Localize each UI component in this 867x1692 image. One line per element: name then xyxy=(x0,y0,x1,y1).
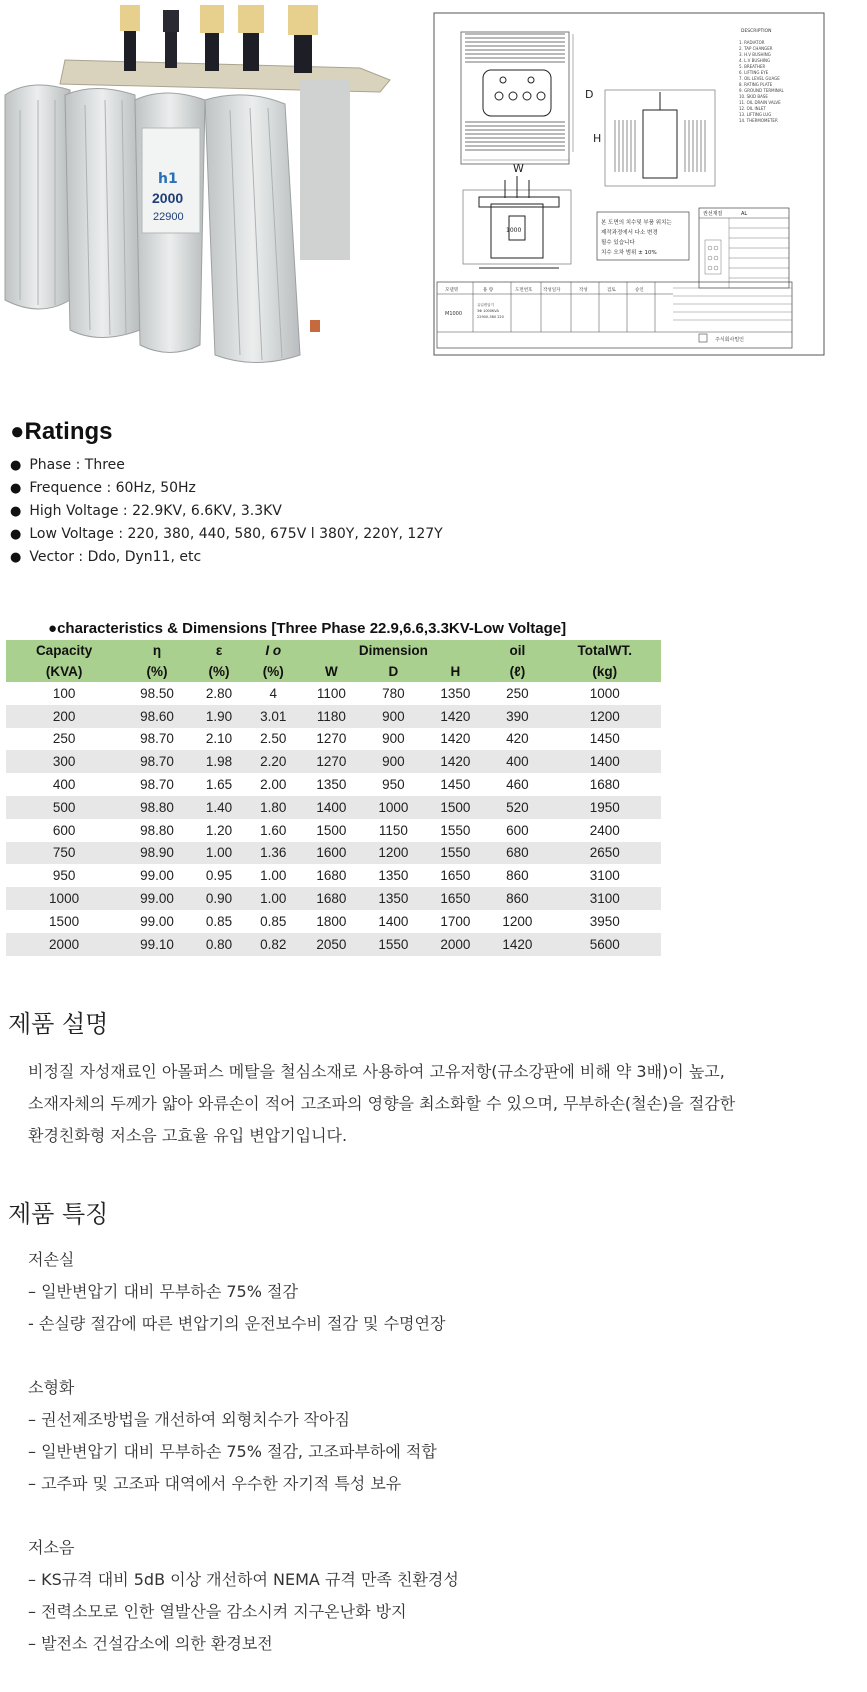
winding-value: AL xyxy=(741,211,748,217)
feature-group-title: 저손실 xyxy=(28,1250,75,1269)
svg-text:4. L.V BUSHING: 4. L.V BUSHING xyxy=(739,58,771,63)
cell-oil: 680 xyxy=(486,842,548,865)
svg-text:모델명: 모델명 xyxy=(445,288,459,293)
plate-label: 1000 xyxy=(506,227,522,234)
cell-efficiency: 98.80 xyxy=(140,822,174,838)
cell-oil: 520 xyxy=(486,796,548,819)
cell-capacity: 250 xyxy=(52,731,76,747)
cell-width: 1100 xyxy=(316,685,346,701)
brand-mark-icon: h1 xyxy=(158,171,178,187)
table-row xyxy=(6,910,661,933)
cell-no-load-current: 1.00 xyxy=(246,887,300,910)
cell-width: 1680 xyxy=(300,887,362,910)
cell-height: 1420 xyxy=(424,705,486,728)
cell-no-load-current: 2.50 xyxy=(260,731,287,747)
cell-weight: 3950 xyxy=(589,913,620,929)
cell-capacity: 1500 xyxy=(49,913,80,929)
cell-height: 1420 xyxy=(440,731,471,747)
cell-weight: 2400 xyxy=(589,822,620,838)
cell-oil: 460 xyxy=(506,777,529,793)
table-row xyxy=(6,773,661,796)
cell-depth: 780 xyxy=(382,685,405,701)
cell-efficiency: 98.90 xyxy=(122,842,192,865)
cell-width: 1800 xyxy=(316,913,347,929)
cell-depth: 900 xyxy=(362,750,424,773)
cell-no-load-current: 1.80 xyxy=(246,796,300,819)
table-row xyxy=(6,796,661,819)
cell-no-load-current: 2.20 xyxy=(246,750,300,773)
cell-width: 2050 xyxy=(300,933,362,956)
cell-capacity: 500 xyxy=(6,796,122,819)
cell-height: 1550 xyxy=(440,822,471,838)
description-line: 비정질 자성재료인 아몰퍼스 메탈을 철심소재로 사용하여 고유저항(규소강판에 비해 약 3배)이 높고, xyxy=(28,1062,725,1081)
cell-efficiency: 98.50 xyxy=(140,685,174,701)
cell-depth: 1200 xyxy=(362,842,424,865)
cell-no-load-current: 3.01 xyxy=(246,705,300,728)
feature-item: – 일반변압기 대비 무부하손 75% 절감 xyxy=(28,1282,298,1301)
cell-width: 1180 xyxy=(300,705,362,728)
svg-text:작성일자: 작성일자 xyxy=(543,288,561,293)
cell-depth: 900 xyxy=(382,731,405,747)
header-no-load-current: I o xyxy=(246,640,300,661)
svg-text:1. RADIATOR: 1. RADIATOR xyxy=(739,40,765,45)
svg-text:검토: 검토 xyxy=(607,288,616,293)
cell-depth: 1150 xyxy=(378,822,408,838)
voltage-label: 22900 xyxy=(153,211,184,223)
svg-text:14. THERMOMETER: 14. THERMOMETER xyxy=(739,118,778,123)
cell-height: 2000 xyxy=(424,933,486,956)
cell-oil: 250 xyxy=(506,685,529,701)
feature-group-title: 소형화 xyxy=(28,1378,75,1397)
cell-oil: 1420 xyxy=(486,933,548,956)
cell-oil: 600 xyxy=(506,822,529,838)
cell-depth: 1350 xyxy=(378,868,409,884)
cell-width: 1500 xyxy=(316,822,347,838)
cell-efficiency: 99.00 xyxy=(140,868,174,884)
cell-oil: 1200 xyxy=(502,913,533,929)
svg-text:22900-380 220: 22900-380 220 xyxy=(477,315,504,319)
features-list xyxy=(28,1244,459,1692)
cell-height: 1450 xyxy=(440,777,471,793)
cell-impedance: 1.00 xyxy=(192,842,246,865)
unit-w: W xyxy=(300,661,362,682)
table-row xyxy=(6,933,661,956)
table-row xyxy=(6,819,661,842)
feature-item: – 권선제조방법을 개선하여 외형치수가 작아짐 xyxy=(28,1410,351,1429)
cell-impedance: 1.20 xyxy=(205,822,233,838)
spec-table xyxy=(6,640,661,956)
cell-oil: 860 xyxy=(486,887,548,910)
svg-text:9. GROUND TERMINAL: 9. GROUND TERMINAL xyxy=(739,88,784,93)
cell-height: 1500 xyxy=(424,796,486,819)
unit-percent: (%) xyxy=(122,661,192,682)
feature-item: – 전력소모로 인한 열발산을 감소시켜 지구온난화 방지 xyxy=(28,1602,407,1621)
rating-item: ● Vector : Ddo, Dyn11, etc xyxy=(10,546,443,569)
cell-depth: 1400 xyxy=(378,913,409,929)
features-title: 제품 특징 xyxy=(8,1200,109,1228)
cell-height: 1700 xyxy=(440,913,471,929)
cell-impedance: 0.95 xyxy=(205,868,233,884)
cell-efficiency: 98.70 xyxy=(140,777,174,793)
svg-text:도면번호: 도면번호 xyxy=(515,288,533,293)
unit-kva: (KVA) xyxy=(6,661,122,682)
ratings-section xyxy=(10,418,443,569)
rating-item: ● Frequence : 60Hz, 50Hz xyxy=(10,477,443,500)
ratings-list xyxy=(10,454,443,569)
table-row xyxy=(6,864,661,887)
cell-depth: 950 xyxy=(382,777,405,793)
unit-h: H xyxy=(424,661,486,682)
cell-weight: 5600 xyxy=(548,933,661,956)
header-total-weight: TotalWT. xyxy=(548,640,661,661)
header-capacity: Capacity xyxy=(6,640,122,661)
cell-weight: 1680 xyxy=(589,777,620,793)
feature-group-low-loss xyxy=(28,1244,459,1340)
unit-percent: (%) xyxy=(192,661,246,682)
cell-height: 1650 xyxy=(440,868,471,884)
dim-h-label: H xyxy=(593,132,602,145)
table-row xyxy=(6,887,661,910)
feature-group-compact xyxy=(28,1372,459,1500)
svg-text:제작과정에서 다소 변경: 제작과정에서 다소 변경 xyxy=(601,230,658,236)
cell-impedance: 1.98 xyxy=(192,750,246,773)
technical-drawing xyxy=(433,12,825,356)
cell-width: 1350 xyxy=(316,777,347,793)
table-header-units-row xyxy=(6,661,661,682)
description-line: 환경친화형 저소음 고효율 유입 변압기입니다. xyxy=(28,1126,348,1145)
svg-text:치수 오차 범위 ± 10%: 치수 오차 범위 ± 10% xyxy=(601,250,657,256)
transformer-illustration xyxy=(0,0,395,372)
cell-height: 1550 xyxy=(424,842,486,865)
cell-capacity: 950 xyxy=(52,868,76,884)
header-oil: oil xyxy=(486,640,548,661)
cell-capacity: 600 xyxy=(52,822,76,838)
cell-capacity: 750 xyxy=(6,842,122,865)
feature-item: – KS규격 대비 5dB 이상 개선하여 NEMA 규격 만족 친환경성 xyxy=(28,1570,459,1589)
cell-impedance: 2.10 xyxy=(205,731,233,747)
svg-text:될수 있습니다: 될수 있습니다 xyxy=(601,240,635,246)
cell-capacity: 200 xyxy=(6,705,122,728)
cell-height: 1650 xyxy=(424,887,486,910)
table-row xyxy=(6,682,661,705)
cell-width: 1270 xyxy=(316,731,347,747)
svg-text:2. TAP CHANGER: 2. TAP CHANGER xyxy=(739,46,773,51)
cell-capacity: 2000 xyxy=(6,933,122,956)
cell-impedance: 0.80 xyxy=(192,933,246,956)
cell-capacity: 300 xyxy=(6,750,122,773)
feature-item: – 일반변압기 대비 무부하손 75% 절감, 고조파부하에 적합 xyxy=(28,1442,437,1461)
svg-text:7. OIL LEVEL GUAGE: 7. OIL LEVEL GUAGE xyxy=(739,76,780,81)
cell-width: 1270 xyxy=(300,750,362,773)
svg-text:작성: 작성 xyxy=(579,288,588,293)
svg-text:용 량: 용 량 xyxy=(483,288,494,293)
cell-efficiency: 98.70 xyxy=(140,731,174,747)
cell-efficiency: 99.00 xyxy=(122,887,192,910)
cell-weight: 3100 xyxy=(589,868,620,884)
svg-text:8. RATING PLATE: 8. RATING PLATE xyxy=(739,82,773,87)
svg-text:본 도면의 치수및 부품 위치는: 본 도면의 치수및 부품 위치는 xyxy=(601,220,672,226)
svg-text:6. LIFTING EYE: 6. LIFTING EYE xyxy=(739,70,769,75)
rating-item: ● Phase : Three xyxy=(10,454,443,477)
rating-item: ● Low Voltage : 220, 380, 440, 580, 675V l 380Y, 220Y, 127Y xyxy=(10,523,443,546)
table-title: ● characteristics & Dimensions [Three Phase 22.9,6.6,3.3KV-Low Voltage] xyxy=(48,620,566,637)
unit-kg: (kg) xyxy=(548,661,661,682)
cell-no-load-current: 0.82 xyxy=(246,933,300,956)
cell-weight: 1950 xyxy=(548,796,661,819)
svg-text:승인: 승인 xyxy=(635,288,644,293)
cell-no-load-current: 1.36 xyxy=(246,842,300,865)
cell-width: 1400 xyxy=(300,796,362,819)
cell-oil: 860 xyxy=(506,868,529,884)
cell-no-load-current: 2.00 xyxy=(260,777,287,793)
unit-litre: (ℓ) xyxy=(486,661,548,682)
cell-no-load-current: 1.00 xyxy=(260,868,287,884)
unit-d: D xyxy=(362,661,424,682)
cell-depth: 1000 xyxy=(362,796,424,819)
cell-weight: 1400 xyxy=(548,750,661,773)
capacity-label: 2000 xyxy=(152,190,184,206)
cell-efficiency: 98.80 xyxy=(122,796,192,819)
product-photo xyxy=(0,0,395,372)
cell-impedance: 1.65 xyxy=(205,777,233,793)
feature-item: – 고주파 및 고조파 대역에서 우수한 자기적 특성 보유 xyxy=(28,1474,402,1493)
description-text xyxy=(28,1056,735,1152)
cell-height: 1350 xyxy=(440,685,471,701)
cell-oil: 390 xyxy=(486,705,548,728)
feature-group-title: 저소음 xyxy=(28,1538,75,1557)
svg-text:12. OIL INLET: 12. OIL INLET xyxy=(739,106,766,111)
cell-efficiency: 99.10 xyxy=(122,933,192,956)
cell-depth: 1350 xyxy=(362,887,424,910)
table-body xyxy=(6,682,661,956)
svg-text:3Φ 1000KVA: 3Φ 1000KVA xyxy=(477,309,499,313)
cell-impedance: 0.90 xyxy=(192,887,246,910)
cell-weight: 1000 xyxy=(589,685,620,701)
cell-weight: 1450 xyxy=(589,731,620,747)
table-row xyxy=(6,842,661,865)
rating-item: ● High Voltage : 22.9KV, 6.6KV, 3.3KV xyxy=(10,500,443,523)
cell-oil: 420 xyxy=(506,731,529,747)
cell-efficiency: 99.00 xyxy=(140,913,174,929)
table-row xyxy=(6,705,661,728)
header-impedance: ε xyxy=(192,640,246,661)
cell-depth: 900 xyxy=(362,705,424,728)
svg-text:11. OIL DRAIN VALVE: 11. OIL DRAIN VALVE xyxy=(739,100,781,105)
dim-d-label: D xyxy=(585,88,594,101)
winding-label: 권선재질 xyxy=(703,211,723,217)
cell-weight: 2650 xyxy=(548,842,661,865)
cell-no-load-current: 1.60 xyxy=(260,822,287,838)
svg-text:5. BREATHER: 5. BREATHER xyxy=(739,64,766,69)
cell-no-load-current: 4 xyxy=(269,685,278,701)
cell-impedance: 1.40 xyxy=(192,796,246,819)
company-name: 주식회사밀인 xyxy=(715,337,744,343)
header-dimension: Dimension xyxy=(300,640,486,661)
cell-efficiency: 98.70 xyxy=(122,750,192,773)
svg-text:유입변압기: 유입변압기 xyxy=(477,303,494,307)
svg-text:10. SKID BASE: 10. SKID BASE xyxy=(739,94,768,99)
cell-impedance: 1.90 xyxy=(192,705,246,728)
cell-height: 1420 xyxy=(424,750,486,773)
table-header-row xyxy=(6,640,661,661)
dim-w-label: W xyxy=(513,162,524,175)
svg-text:13. LIFTING LUG: 13. LIFTING LUG xyxy=(739,112,772,117)
feature-item: – 발전소 건설감소에 의한 환경보전 xyxy=(28,1634,273,1653)
table-row xyxy=(6,728,661,751)
ratings-title: ●Ratings xyxy=(10,418,113,445)
cell-capacity: 1000 xyxy=(6,887,122,910)
unit-percent: (%) xyxy=(246,661,300,682)
cell-width: 1600 xyxy=(300,842,362,865)
header-efficiency: η xyxy=(122,640,192,661)
description-title: DESCRIPTION xyxy=(741,29,772,34)
cell-weight: 3100 xyxy=(548,887,661,910)
feature-group-low-noise xyxy=(28,1532,459,1660)
table-row xyxy=(6,750,661,773)
description-line: 소재자체의 두께가 얇아 와류손이 적어 고조파의 영향을 최소화할 수 있으며, 무부하손(철손)을 절감한 xyxy=(28,1094,736,1113)
cell-impedance: 2.80 xyxy=(205,685,233,701)
model-value: M1000 xyxy=(445,311,463,317)
cell-efficiency: 98.60 xyxy=(122,705,192,728)
cell-width: 1680 xyxy=(316,868,347,884)
cell-impedance: 0.85 xyxy=(205,913,233,929)
cell-no-load-current: 0.85 xyxy=(260,913,287,929)
feature-item: - 손실량 절감에 따른 변압기의 운전보수비 절감 및 수명연장 xyxy=(28,1314,446,1333)
cell-capacity: 400 xyxy=(52,777,76,793)
cell-depth: 1550 xyxy=(362,933,424,956)
svg-text:3. H.V BUSHING: 3. H.V BUSHING xyxy=(739,52,771,57)
cell-oil: 400 xyxy=(486,750,548,773)
cell-weight: 1200 xyxy=(548,705,661,728)
cell-capacity: 100 xyxy=(52,685,76,701)
description-title: 제품 설명 xyxy=(8,1010,109,1038)
